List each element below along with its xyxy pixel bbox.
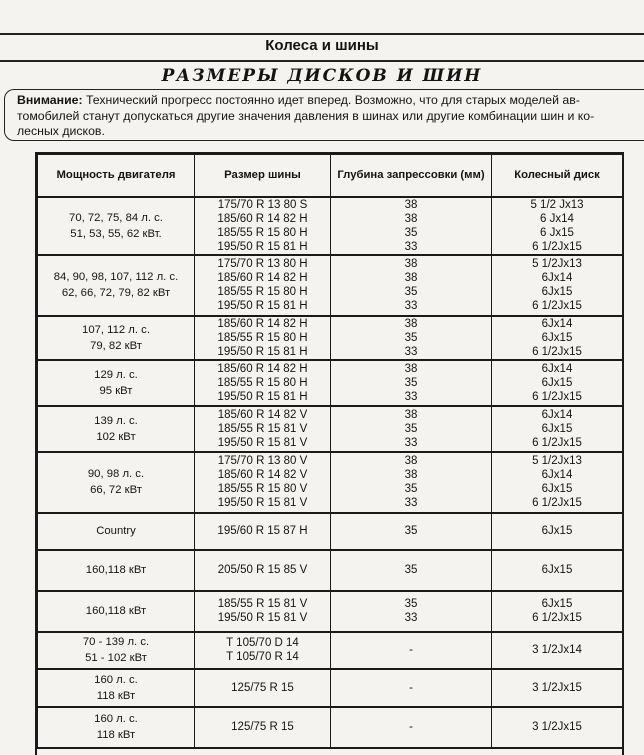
engine-line: 79, 82 кВт xyxy=(90,339,142,352)
notice-text-line-2: томобилей станут допускаться другие значения давления в шинах или другие комбинации шин и ко- xyxy=(17,108,595,123)
wheel-disc-size: 5 1/2 Jx13 xyxy=(530,198,584,211)
notice-text-line-3: лесных дисков. xyxy=(17,124,105,138)
column-header-engine: Мощность двигателя xyxy=(38,155,195,197)
tire-size: 205/50 R 15 85 V xyxy=(217,564,308,576)
table-header-row xyxy=(38,155,623,197)
tire-size: 175/70 R 13 80 H xyxy=(217,258,308,270)
wheel-disc-size: 6Jx15 xyxy=(541,422,573,435)
wheel-disc-size: 6 Jx14 xyxy=(540,212,574,225)
tire-size: 125/75 R 15 xyxy=(231,681,294,694)
wheel-disc-size: 6 1/2Jx15 xyxy=(532,390,582,403)
wheel-disc-size: 3 1/2Jx15 xyxy=(532,681,582,694)
tire-size: T 105/70 R 14 xyxy=(226,651,299,663)
engine-line: 139 л. с. xyxy=(94,414,138,427)
engine-cell xyxy=(38,316,195,360)
wheel-disc-size: 6Jx14 xyxy=(541,469,573,481)
offset-value: 38 xyxy=(404,455,418,467)
offset-value: 38 xyxy=(404,362,418,375)
offset-value: 35 xyxy=(404,376,418,389)
wheel-disc-cell xyxy=(492,707,623,748)
wheel-disc-size: 5 1/2Jx13 xyxy=(532,258,582,270)
offset-value: 35 xyxy=(404,226,418,239)
engine-line: 84, 90, 98, 107, 112 л. с. xyxy=(53,271,179,283)
engine-cell xyxy=(38,632,195,669)
wheel-disc-size: 6 1/2Jx15 xyxy=(532,240,582,253)
wheel-disc-size: 6 Jx15 xyxy=(540,226,574,239)
engine-line: 62, 66, 72, 79, 82 кВт xyxy=(61,287,171,299)
page-title: РАЗМЕРЫ ДИСКОВ И ШИН xyxy=(161,66,483,86)
wheel-disc-size: 3 1/2Jx14 xyxy=(532,644,582,656)
wheel-disc-cell xyxy=(492,406,623,452)
wheel-disc-size: 6Jx14 xyxy=(541,408,573,421)
engine-cell xyxy=(38,452,195,513)
engine-line: 118 кВт xyxy=(96,729,136,741)
tire-size-cell xyxy=(195,255,331,316)
tire-size-cell xyxy=(195,591,331,632)
table-body xyxy=(38,197,623,748)
engine-line: 70 - 139 л. с. xyxy=(82,636,150,648)
tire-size: 125/75 R 15 xyxy=(231,721,294,733)
wheel-disc-size: 6Jx15 xyxy=(541,525,573,537)
wheel-disc-cell xyxy=(492,550,623,591)
offset-cell xyxy=(331,360,492,406)
wheel-disc-cell xyxy=(492,632,623,669)
table-row xyxy=(38,197,623,255)
table-row xyxy=(38,669,623,707)
offset-value: 33 xyxy=(404,612,418,624)
tire-size-cell xyxy=(195,513,331,550)
wheel-disc-size: 6 1/2Jx15 xyxy=(532,497,582,509)
table-row xyxy=(38,406,623,452)
wheel-disc-size: 5 1/2Jx13 xyxy=(532,455,582,467)
offset-cell xyxy=(331,669,492,707)
tire-size-cell xyxy=(195,669,331,707)
tire-size-table xyxy=(37,154,623,749)
offset-cell xyxy=(331,513,492,550)
notice-label: Внимание: xyxy=(17,93,83,107)
tire-size: 195/50 R 15 81 H xyxy=(217,390,308,403)
tire-size: 195/50 R 15 81 H xyxy=(217,345,308,358)
tire-size-table-frame xyxy=(35,152,624,755)
tire-size: 185/60 R 14 82 H xyxy=(217,317,308,330)
offset-cell xyxy=(331,316,492,360)
wheel-disc-size: 6 1/2Jx15 xyxy=(532,612,582,624)
tire-size: 195/50 R 15 81 V xyxy=(217,436,308,449)
offset-value: 33 xyxy=(404,240,418,253)
tire-size: 185/55 R 15 80 H xyxy=(217,376,308,389)
wheel-disc-size: 6Jx15 xyxy=(541,564,573,576)
engine-line: 90, 98 л. с. xyxy=(87,468,145,480)
column-header-wheel-disc: Колесный диск xyxy=(492,155,623,197)
wheel-disc-cell xyxy=(492,513,623,550)
offset-value: 38 xyxy=(404,317,418,330)
table-row xyxy=(38,513,623,550)
tire-size: T 105/70 D 14 xyxy=(226,637,299,649)
table-row xyxy=(38,707,623,748)
offset-value: 35 xyxy=(404,483,418,495)
wheel-disc-size: 6Jx14 xyxy=(541,272,573,284)
tire-size: 195/50 R 15 81 H xyxy=(217,300,308,312)
offset-value: 35 xyxy=(404,422,418,435)
wheel-disc-cell xyxy=(492,255,623,316)
wheel-disc-size: 6Jx15 xyxy=(541,286,573,298)
engine-line: 95 кВт xyxy=(99,384,133,397)
tire-size-cell xyxy=(195,316,331,360)
tire-size-cell xyxy=(195,707,331,748)
engine-line: 129 л. с. xyxy=(94,368,138,381)
offset-value: - xyxy=(409,721,413,733)
offset-value: 33 xyxy=(404,390,418,403)
table-row xyxy=(38,632,623,669)
column-header-offset: Глубина запрессовки (мм) xyxy=(331,155,492,197)
engine-line: Country xyxy=(96,525,136,537)
offset-cell xyxy=(331,707,492,748)
wheel-disc-size: 6Jx15 xyxy=(541,376,573,389)
engine-line: 51 - 102 кВт xyxy=(85,652,147,664)
tire-size: 185/60 R 14 82 V xyxy=(217,469,308,481)
offset-value: 35 xyxy=(404,286,418,298)
offset-value: 33 xyxy=(404,345,418,358)
wheel-disc-size: 6Jx14 xyxy=(541,362,573,375)
offset-value: 38 xyxy=(404,469,418,481)
offset-value: - xyxy=(409,681,413,694)
offset-value: 33 xyxy=(404,436,418,449)
offset-value: 35 xyxy=(404,525,418,537)
offset-cell xyxy=(331,406,492,452)
offset-value: 38 xyxy=(404,212,418,225)
engine-cell xyxy=(38,707,195,748)
tire-size-cell xyxy=(195,452,331,513)
table-row xyxy=(38,452,623,513)
notice-text-line-1: Технический прогресс постоянно идет вперед. Возможно, что для старых моделей ав- xyxy=(85,93,580,107)
tire-size: 185/60 R 14 82 H xyxy=(217,362,308,375)
table-row xyxy=(38,360,623,406)
engine-cell xyxy=(38,591,195,632)
wheel-disc-size: 6Jx15 xyxy=(541,483,573,495)
wheel-disc-size: 3 1/2Jx15 xyxy=(532,721,582,733)
wheel-disc-size: 6Jx14 xyxy=(541,317,573,330)
tire-size: 175/70 R 13 80 V xyxy=(217,455,308,467)
tire-size: 195/60 R 15 87 H xyxy=(217,525,308,537)
wheel-disc-cell xyxy=(492,360,623,406)
engine-cell xyxy=(38,197,195,255)
tire-size: 185/60 R 14 82 H xyxy=(217,272,308,284)
offset-value: 35 xyxy=(404,564,418,576)
section-title: Колеса и шины xyxy=(265,37,379,54)
tire-size-cell xyxy=(195,632,331,669)
engine-cell xyxy=(38,360,195,406)
engine-line: 66, 72 кВт xyxy=(90,484,142,496)
offset-cell xyxy=(331,591,492,632)
engine-cell xyxy=(38,255,195,316)
column-header-tire-size: Размер шины xyxy=(195,155,331,197)
offset-value: 33 xyxy=(404,300,418,312)
wheel-disc-size: 6 1/2Jx15 xyxy=(532,300,582,312)
engine-line: 102 кВт xyxy=(96,430,136,443)
notice-box xyxy=(4,89,644,141)
engine-line: 70, 72, 75, 84 л. с. xyxy=(69,211,163,224)
tire-size: 195/50 R 15 81 V xyxy=(217,497,308,509)
tire-size: 185/55 R 15 81 V xyxy=(217,598,308,610)
tire-size: 195/50 R 15 81 V xyxy=(217,612,308,624)
title-rule xyxy=(0,60,644,62)
wheel-disc-size: 6 1/2Jx15 xyxy=(532,345,582,358)
engine-cell xyxy=(38,513,195,550)
offset-cell xyxy=(331,255,492,316)
tire-size: 185/55 R 15 81 V xyxy=(217,422,308,435)
tire-size: 185/55 R 15 80 H xyxy=(217,331,308,344)
wheel-disc-cell xyxy=(492,591,623,632)
engine-line: 160 л. с. xyxy=(94,713,138,725)
offset-cell xyxy=(331,197,492,255)
tire-size-cell xyxy=(195,406,331,452)
offset-value: 33 xyxy=(404,497,418,509)
offset-cell xyxy=(331,550,492,591)
engine-line: 160,118 кВт xyxy=(85,564,147,576)
offset-value: 35 xyxy=(404,331,418,344)
offset-value: 38 xyxy=(404,408,418,421)
tire-size: 185/60 R 14 82 H xyxy=(217,212,308,225)
engine-line: 51, 53, 55, 62 кВт. xyxy=(70,227,162,240)
tire-size: 175/70 R 13 80 S xyxy=(217,198,308,211)
wheel-disc-cell xyxy=(492,316,623,360)
wheel-disc-cell xyxy=(492,452,623,513)
tire-size-cell xyxy=(195,550,331,591)
table-row xyxy=(38,591,623,632)
engine-line: 160,118 кВт xyxy=(85,605,147,617)
table-row xyxy=(38,255,623,316)
offset-cell xyxy=(331,632,492,669)
wheel-disc-size: 6Jx15 xyxy=(541,331,573,344)
wheel-disc-cell xyxy=(492,669,623,707)
engine-line: 118 кВт xyxy=(96,689,136,702)
engine-cell xyxy=(38,669,195,707)
top-rule xyxy=(0,33,644,35)
wheel-disc-size: 6 1/2Jx15 xyxy=(532,436,582,449)
engine-line: 107, 112 л. с. xyxy=(82,323,150,336)
table-row xyxy=(38,550,623,591)
engine-line: 160 л. с. xyxy=(94,673,138,686)
offset-cell xyxy=(331,452,492,513)
tire-size-cell xyxy=(195,197,331,255)
tire-size: 185/55 R 15 80 V xyxy=(217,483,308,495)
offset-value: 38 xyxy=(404,272,418,284)
wheel-disc-size: 6Jx15 xyxy=(541,598,573,610)
tire-size: 185/60 R 14 82 V xyxy=(217,408,308,421)
offset-value: 38 xyxy=(404,258,418,270)
offset-value: 38 xyxy=(404,198,418,211)
tire-size: 195/50 R 15 81 H xyxy=(217,240,308,253)
engine-cell xyxy=(38,550,195,591)
tire-size-cell xyxy=(195,360,331,406)
tire-size: 185/55 R 15 80 H xyxy=(217,286,308,298)
offset-value: - xyxy=(409,644,413,656)
engine-cell xyxy=(38,406,195,452)
table-row xyxy=(38,316,623,360)
offset-value: 35 xyxy=(404,598,418,610)
tire-size: 185/55 R 15 80 H xyxy=(217,226,308,239)
wheel-disc-cell xyxy=(492,197,623,255)
